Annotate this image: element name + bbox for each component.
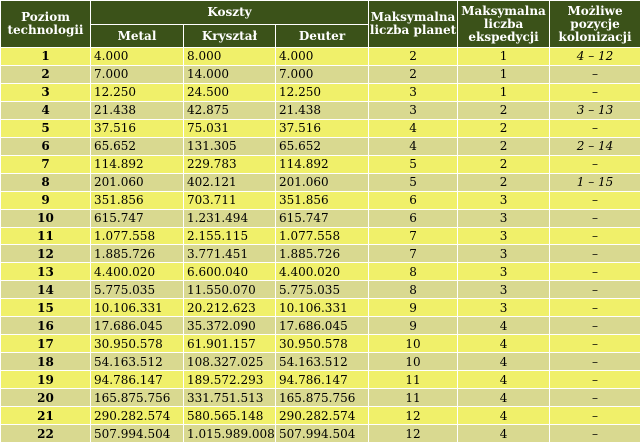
cell-deuterium: 54.163.512 <box>276 353 369 371</box>
cell-max-planets: 6 <box>369 191 458 209</box>
cell-crystal: 402.121 <box>184 173 276 191</box>
cell-max-planets: 8 <box>369 263 458 281</box>
table-row <box>1 371 640 389</box>
cell-deuterium: 5.775.035 <box>276 281 369 299</box>
table-row <box>1 83 640 101</box>
cell-crystal: 61.901.157 <box>184 335 276 353</box>
cell-level: 5 <box>1 119 91 137</box>
cell-metal: 507.994.504 <box>91 425 184 443</box>
cell-max-expeditions: 2 <box>458 173 550 191</box>
cell-level: 15 <box>1 299 91 317</box>
header-colonization-positions: Możliwe pozycje kolonizacji <box>550 1 640 48</box>
cell-max-planets: 11 <box>369 371 458 389</box>
table-row <box>1 65 640 83</box>
cell-colonization-positions: – <box>550 209 640 227</box>
cell-max-expeditions: 4 <box>458 389 550 407</box>
table-row <box>1 48 640 66</box>
cell-metal: 5.775.035 <box>91 281 184 299</box>
table-row <box>1 317 640 335</box>
cell-metal: 351.856 <box>91 191 184 209</box>
cell-colonization-positions: – <box>550 407 640 425</box>
cell-colonization-positions: – <box>550 335 640 353</box>
cell-level: 16 <box>1 317 91 335</box>
cell-colonization-positions: – <box>550 281 640 299</box>
cell-crystal: 3.771.451 <box>184 245 276 263</box>
table-row <box>1 389 640 407</box>
cell-level: 2 <box>1 65 91 83</box>
cell-level: 6 <box>1 137 91 155</box>
cell-max-expeditions: 4 <box>458 425 550 443</box>
cell-max-expeditions: 4 <box>458 335 550 353</box>
cell-level: 19 <box>1 371 91 389</box>
header-costs: Koszty <box>91 1 369 25</box>
cell-metal: 1.077.558 <box>91 227 184 245</box>
cell-max-expeditions: 3 <box>458 299 550 317</box>
cell-crystal: 35.372.090 <box>184 317 276 335</box>
cell-deuterium: 201.060 <box>276 173 369 191</box>
cell-level: 18 <box>1 353 91 371</box>
cell-metal: 65.652 <box>91 137 184 155</box>
cell-deuterium: 290.282.574 <box>276 407 369 425</box>
cell-max-planets: 10 <box>369 353 458 371</box>
cell-crystal: 8.000 <box>184 48 276 66</box>
cell-metal: 12.250 <box>91 83 184 101</box>
cell-max-expeditions: 1 <box>458 48 550 66</box>
table-header <box>1 1 640 48</box>
cell-deuterium: 12.250 <box>276 83 369 101</box>
cell-max-planets: 6 <box>369 209 458 227</box>
cell-deuterium: 1.077.558 <box>276 227 369 245</box>
cell-crystal: 189.572.293 <box>184 371 276 389</box>
cell-colonization-positions: – <box>550 371 640 389</box>
cell-crystal: 2.155.115 <box>184 227 276 245</box>
cell-colonization-positions: – <box>550 155 640 173</box>
cell-colonization-positions: 2 – 14 <box>550 137 640 155</box>
cell-max-planets: 9 <box>369 317 458 335</box>
cell-level: 9 <box>1 191 91 209</box>
table-row <box>1 281 640 299</box>
header-max-planets: Maksymalna liczba planet <box>369 1 458 48</box>
cell-crystal: 580.565.148 <box>184 407 276 425</box>
cell-deuterium: 4.400.020 <box>276 263 369 281</box>
cell-level: 7 <box>1 155 91 173</box>
cell-level: 22 <box>1 425 91 443</box>
header-level: Poziom technologii <box>1 1 91 48</box>
cell-deuterium: 615.747 <box>276 209 369 227</box>
cell-crystal: 331.751.513 <box>184 389 276 407</box>
cell-max-planets: 2 <box>369 65 458 83</box>
cell-deuterium: 1.885.726 <box>276 245 369 263</box>
cell-deuterium: 21.438 <box>276 101 369 119</box>
table-row <box>1 119 640 137</box>
cell-max-planets: 12 <box>369 425 458 443</box>
cell-colonization-positions: – <box>550 83 640 101</box>
cell-deuterium: 165.875.756 <box>276 389 369 407</box>
cell-level: 20 <box>1 389 91 407</box>
table-row <box>1 407 640 425</box>
cell-colonization-positions: – <box>550 425 640 443</box>
cell-colonization-positions: 1 – 15 <box>550 173 640 191</box>
cell-max-expeditions: 1 <box>458 65 550 83</box>
cell-level: 4 <box>1 101 91 119</box>
cell-max-expeditions: 2 <box>458 155 550 173</box>
cell-level: 10 <box>1 209 91 227</box>
cell-crystal: 11.550.070 <box>184 281 276 299</box>
cell-deuterium: 4.000 <box>276 48 369 66</box>
cell-max-planets: 12 <box>369 407 458 425</box>
cell-colonization-positions: – <box>550 299 640 317</box>
cell-level: 13 <box>1 263 91 281</box>
cell-max-expeditions: 3 <box>458 191 550 209</box>
cell-crystal: 6.600.040 <box>184 263 276 281</box>
cell-deuterium: 7.000 <box>276 65 369 83</box>
cell-level: 12 <box>1 245 91 263</box>
table-row <box>1 353 640 371</box>
cell-colonization-positions: – <box>550 389 640 407</box>
cell-max-planets: 3 <box>369 101 458 119</box>
cell-metal: 7.000 <box>91 65 184 83</box>
table-row <box>1 191 640 209</box>
cell-max-planets: 10 <box>369 335 458 353</box>
cell-crystal: 20.212.623 <box>184 299 276 317</box>
cell-deuterium: 37.516 <box>276 119 369 137</box>
cell-crystal: 1.015.989.008 <box>184 425 276 443</box>
cell-level: 14 <box>1 281 91 299</box>
cell-metal: 4.000 <box>91 48 184 66</box>
cell-max-planets: 2 <box>369 48 458 66</box>
cell-crystal: 703.711 <box>184 191 276 209</box>
table-row <box>1 137 640 155</box>
cell-level: 1 <box>1 48 91 66</box>
table-row <box>1 155 640 173</box>
cell-deuterium: 30.950.578 <box>276 335 369 353</box>
cell-max-expeditions: 3 <box>458 245 550 263</box>
cell-max-expeditions: 2 <box>458 119 550 137</box>
cell-deuterium: 507.994.504 <box>276 425 369 443</box>
cell-max-expeditions: 3 <box>458 263 550 281</box>
cell-max-expeditions: 4 <box>458 317 550 335</box>
cell-colonization-positions: 3 – 13 <box>550 101 640 119</box>
cell-crystal: 131.305 <box>184 137 276 155</box>
cell-max-expeditions: 4 <box>458 407 550 425</box>
cell-metal: 17.686.045 <box>91 317 184 335</box>
cell-crystal: 108.327.025 <box>184 353 276 371</box>
cell-max-planets: 4 <box>369 119 458 137</box>
header-crystal: Kryształ <box>184 25 276 48</box>
header-max-expeditions: Maksymalna liczba ekspedycji <box>458 1 550 48</box>
cell-max-expeditions: 3 <box>458 227 550 245</box>
cell-metal: 10.106.331 <box>91 299 184 317</box>
cell-crystal: 14.000 <box>184 65 276 83</box>
cell-max-planets: 5 <box>369 173 458 191</box>
cell-level: 8 <box>1 173 91 191</box>
header-metal: Metal <box>91 25 184 48</box>
cell-max-expeditions: 1 <box>458 83 550 101</box>
table-row <box>1 299 640 317</box>
cell-max-planets: 3 <box>369 83 458 101</box>
cell-metal: 4.400.020 <box>91 263 184 281</box>
cell-max-planets: 11 <box>369 389 458 407</box>
cell-deuterium: 351.856 <box>276 191 369 209</box>
cell-metal: 615.747 <box>91 209 184 227</box>
table-row <box>1 425 640 443</box>
cell-colonization-positions: – <box>550 191 640 209</box>
cell-metal: 37.516 <box>91 119 184 137</box>
cell-metal: 94.786.147 <box>91 371 184 389</box>
cell-max-expeditions: 2 <box>458 137 550 155</box>
cell-metal: 54.163.512 <box>91 353 184 371</box>
cell-max-planets: 7 <box>369 227 458 245</box>
cell-metal: 165.875.756 <box>91 389 184 407</box>
cell-max-expeditions: 3 <box>458 281 550 299</box>
cell-max-expeditions: 2 <box>458 101 550 119</box>
table-row <box>1 173 640 191</box>
cell-colonization-positions: – <box>550 119 640 137</box>
cell-metal: 21.438 <box>91 101 184 119</box>
cell-max-planets: 9 <box>369 299 458 317</box>
cell-max-planets: 8 <box>369 281 458 299</box>
table-row <box>1 101 640 119</box>
cell-colonization-positions: 4 – 12 <box>550 48 640 66</box>
cell-max-expeditions: 4 <box>458 353 550 371</box>
cell-crystal: 24.500 <box>184 83 276 101</box>
cell-max-planets: 4 <box>369 137 458 155</box>
cell-metal: 114.892 <box>91 155 184 173</box>
cell-level: 11 <box>1 227 91 245</box>
cell-level: 17 <box>1 335 91 353</box>
table-row <box>1 245 640 263</box>
cell-colonization-positions: – <box>550 353 640 371</box>
cell-metal: 201.060 <box>91 173 184 191</box>
cell-colonization-positions: – <box>550 227 640 245</box>
table-row <box>1 209 640 227</box>
cell-max-planets: 5 <box>369 155 458 173</box>
cell-colonization-positions: – <box>550 317 640 335</box>
cell-level: 3 <box>1 83 91 101</box>
cell-crystal: 42.875 <box>184 101 276 119</box>
cell-crystal: 1.231.494 <box>184 209 276 227</box>
cell-deuterium: 65.652 <box>276 137 369 155</box>
cell-max-planets: 7 <box>369 245 458 263</box>
cell-level: 21 <box>1 407 91 425</box>
cell-crystal: 229.783 <box>184 155 276 173</box>
cell-deuterium: 94.786.147 <box>276 371 369 389</box>
cell-max-expeditions: 3 <box>458 209 550 227</box>
cell-metal: 1.885.726 <box>91 245 184 263</box>
cell-max-expeditions: 4 <box>458 371 550 389</box>
cell-colonization-positions: – <box>550 245 640 263</box>
cell-colonization-positions: – <box>550 65 640 83</box>
cell-colonization-positions: – <box>550 263 640 281</box>
table-row <box>1 335 640 353</box>
cell-deuterium: 17.686.045 <box>276 317 369 335</box>
table-row <box>1 227 640 245</box>
table-row <box>1 263 640 281</box>
cell-deuterium: 10.106.331 <box>276 299 369 317</box>
cell-deuterium: 114.892 <box>276 155 369 173</box>
header-deuterium: Deuter <box>276 25 369 48</box>
cell-metal: 290.282.574 <box>91 407 184 425</box>
table-body <box>1 48 640 443</box>
cell-crystal: 75.031 <box>184 119 276 137</box>
cell-metal: 30.950.578 <box>91 335 184 353</box>
